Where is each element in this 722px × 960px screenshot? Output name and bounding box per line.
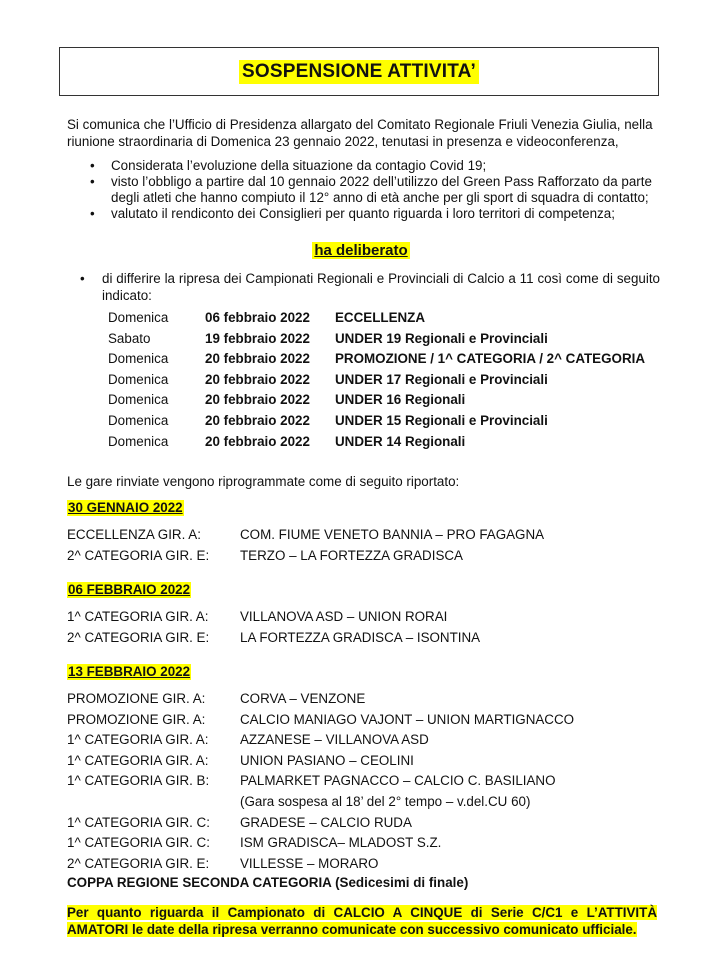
considerations-list xyxy=(90,158,670,222)
schedule-category: ECCELLENZA xyxy=(335,310,426,325)
game-match: (Gara sospesa al 18’ del 2° tempo – v.del.CU 60) xyxy=(240,793,531,809)
schedule-date: 20 febbraio 2022 xyxy=(205,371,310,387)
schedule-day: Domenica xyxy=(108,392,169,408)
game-category: 1^ CATEGORIA GIR. A: xyxy=(67,609,209,624)
schedule-day: Domenica xyxy=(108,310,169,325)
deliberato-heading: ha deliberato xyxy=(314,242,408,259)
schedule-row xyxy=(108,349,645,370)
game-row xyxy=(67,813,574,834)
schedule-date: 19 febbraio 2022 xyxy=(205,330,310,346)
game-row xyxy=(67,792,574,813)
game-match: AZZANESE – VILLANOVA ASD xyxy=(240,732,429,748)
game-category: 1^ CATEGORIA GIR. C: xyxy=(67,814,210,830)
schedule-row xyxy=(108,370,645,391)
title-box xyxy=(59,47,659,96)
game-row xyxy=(67,628,480,649)
game-match: PALMARKET PAGNACCO – CALCIO C. BASILIANO xyxy=(240,773,556,789)
game-row xyxy=(67,689,574,710)
final-notice-line: Per quanto riguarda il Campionato di CALCIO A CINQUE di Serie C/C1 e L’ATTIVITÀ xyxy=(67,905,657,920)
schedule-category: UNDER 16 Regionali xyxy=(335,392,466,408)
game-match: VILLESSE – MORARO xyxy=(240,855,379,871)
game-row xyxy=(67,546,544,567)
schedule-day: Domenica xyxy=(108,433,169,449)
game-row xyxy=(67,833,574,854)
schedule-date: 06 febbraio 2022 xyxy=(205,310,310,325)
round-date-heading: 06 FEBBRAIO 2022 xyxy=(68,582,191,597)
round-games-table xyxy=(67,525,544,566)
schedule-date: 20 febbraio 2022 xyxy=(205,433,310,449)
game-match: LA FORTEZZA GRADISCA – ISONTINA xyxy=(240,629,481,645)
schedule-date: 20 febbraio 2022 xyxy=(205,351,310,367)
schedule-category: UNDER 14 Regionali xyxy=(335,433,466,449)
game-category: 2^ CATEGORIA GIR. E: xyxy=(67,547,210,563)
decision-text: di differire la ripresa dei Campionati Regionali e Provinciali di Calcio a 11 così come di seguito indicato: xyxy=(102,271,660,303)
schedule-date: 20 febbraio 2022 xyxy=(205,412,310,428)
decision-item xyxy=(80,270,660,304)
consideration-item: • valutato il rendiconto dei Consiglieri per quanto riguarda i loro territori di competenza; xyxy=(90,206,670,222)
schedule-row xyxy=(108,432,645,453)
schedule-date: 20 febbraio 2022 xyxy=(205,392,310,408)
game-match: VILLANOVA ASD – UNION RORAI xyxy=(240,609,448,624)
game-match: COM. FIUME VENETO BANNIA – PRO FAGAGNA xyxy=(240,527,545,542)
schedule-day: Domenica xyxy=(108,371,169,387)
game-match: ISM GRADISCA– MLADOST S.Z. xyxy=(240,835,442,851)
coppa-heading: COPPA REGIONE SECONDA CATEGORIA (Sedicesimi di finale) xyxy=(67,875,469,890)
schedule-day: Domenica xyxy=(108,412,169,428)
schedule-table xyxy=(108,308,645,452)
game-match: CALCIO MANIAGO VAJONT – UNION MARTIGNACCO xyxy=(240,711,575,727)
game-match: TERZO – LA FORTEZZA GRADISCA xyxy=(240,547,463,563)
game-match: GRADESE – CALCIO RUDA xyxy=(240,814,412,830)
consideration-item: • visto l’obbligo a partire dal 10 gennaio 2022 dell’utilizzo del Green Pass Rafforzato da parte degli atleti che hanno compiuto il 12° anno di età anche per gli sport di squadra di contatto; xyxy=(90,174,670,206)
round-date-heading: 30 GENNAIO 2022 xyxy=(68,500,183,515)
game-row xyxy=(67,710,574,731)
game-category: PROMOZIONE GIR. A: xyxy=(67,711,206,727)
rescheduled-intro: Le gare rinviate vengono riprogrammate come di seguito riportato: xyxy=(67,474,460,489)
schedule-day: Domenica xyxy=(108,351,169,367)
game-category: PROMOZIONE GIR. A: xyxy=(67,691,206,706)
schedule-row xyxy=(108,411,645,432)
game-row xyxy=(67,607,480,628)
game-match: UNION PASIANO – CEOLINI xyxy=(240,752,414,768)
consideration-item: • Considerata l’evoluzione della situazione da contagio Covid 19; xyxy=(90,158,670,174)
schedule-category: PROMOZIONE / 1^ CATEGORIA / 2^ CATEGORIA xyxy=(335,351,646,367)
bullet-icon: • xyxy=(80,271,85,286)
intro-paragraph: Si comunica che l’Ufficio di Presidenza allargato del Comitato Regionale Friuli Venezia Giulia, nella riunione straordinaria di Domenica 23 gennaio 2022, tenutasi in presenza e videoconferenza, xyxy=(67,117,653,149)
final-notice xyxy=(67,904,657,938)
game-row xyxy=(67,751,574,772)
game-category: ECCELLENZA GIR. A: xyxy=(67,527,201,542)
document-title: SOSPENSIONE ATTIVITA’ xyxy=(239,60,479,84)
game-row xyxy=(67,525,544,546)
schedule-row xyxy=(108,390,645,411)
game-category: 1^ CATEGORIA GIR. A: xyxy=(67,752,209,768)
game-row xyxy=(67,730,574,751)
schedule-row xyxy=(108,329,645,350)
game-category: 1^ CATEGORIA GIR. A: xyxy=(67,732,209,748)
game-category: 2^ CATEGORIA GIR. E: xyxy=(67,855,210,871)
round-games-table xyxy=(67,607,480,648)
game-category: 2^ CATEGORIA GIR. E: xyxy=(67,629,210,645)
schedule-row xyxy=(108,308,645,329)
round-date-heading: 13 FEBBRAIO 2022 xyxy=(68,664,191,679)
schedule-category: UNDER 15 Regionali e Provinciali xyxy=(335,412,548,428)
game-category: 1^ CATEGORIA GIR. B: xyxy=(67,773,210,789)
round-games-table xyxy=(67,689,574,874)
schedule-category: UNDER 19 Regionali e Provinciali xyxy=(335,330,548,346)
final-notice-line: AMATORI le date della ripresa verranno comunicate con successivo comunicato ufficiale. xyxy=(67,922,637,937)
schedule-day: Sabato xyxy=(108,330,151,346)
deliberato-heading-wrap xyxy=(0,242,722,259)
game-row xyxy=(67,771,574,792)
game-category: 1^ CATEGORIA GIR. C: xyxy=(67,835,210,851)
game-match: CORVA – VENZONE xyxy=(240,691,366,706)
game-row xyxy=(67,854,574,875)
game-category xyxy=(67,792,240,813)
schedule-category: UNDER 17 Regionali e Provinciali xyxy=(335,371,548,387)
